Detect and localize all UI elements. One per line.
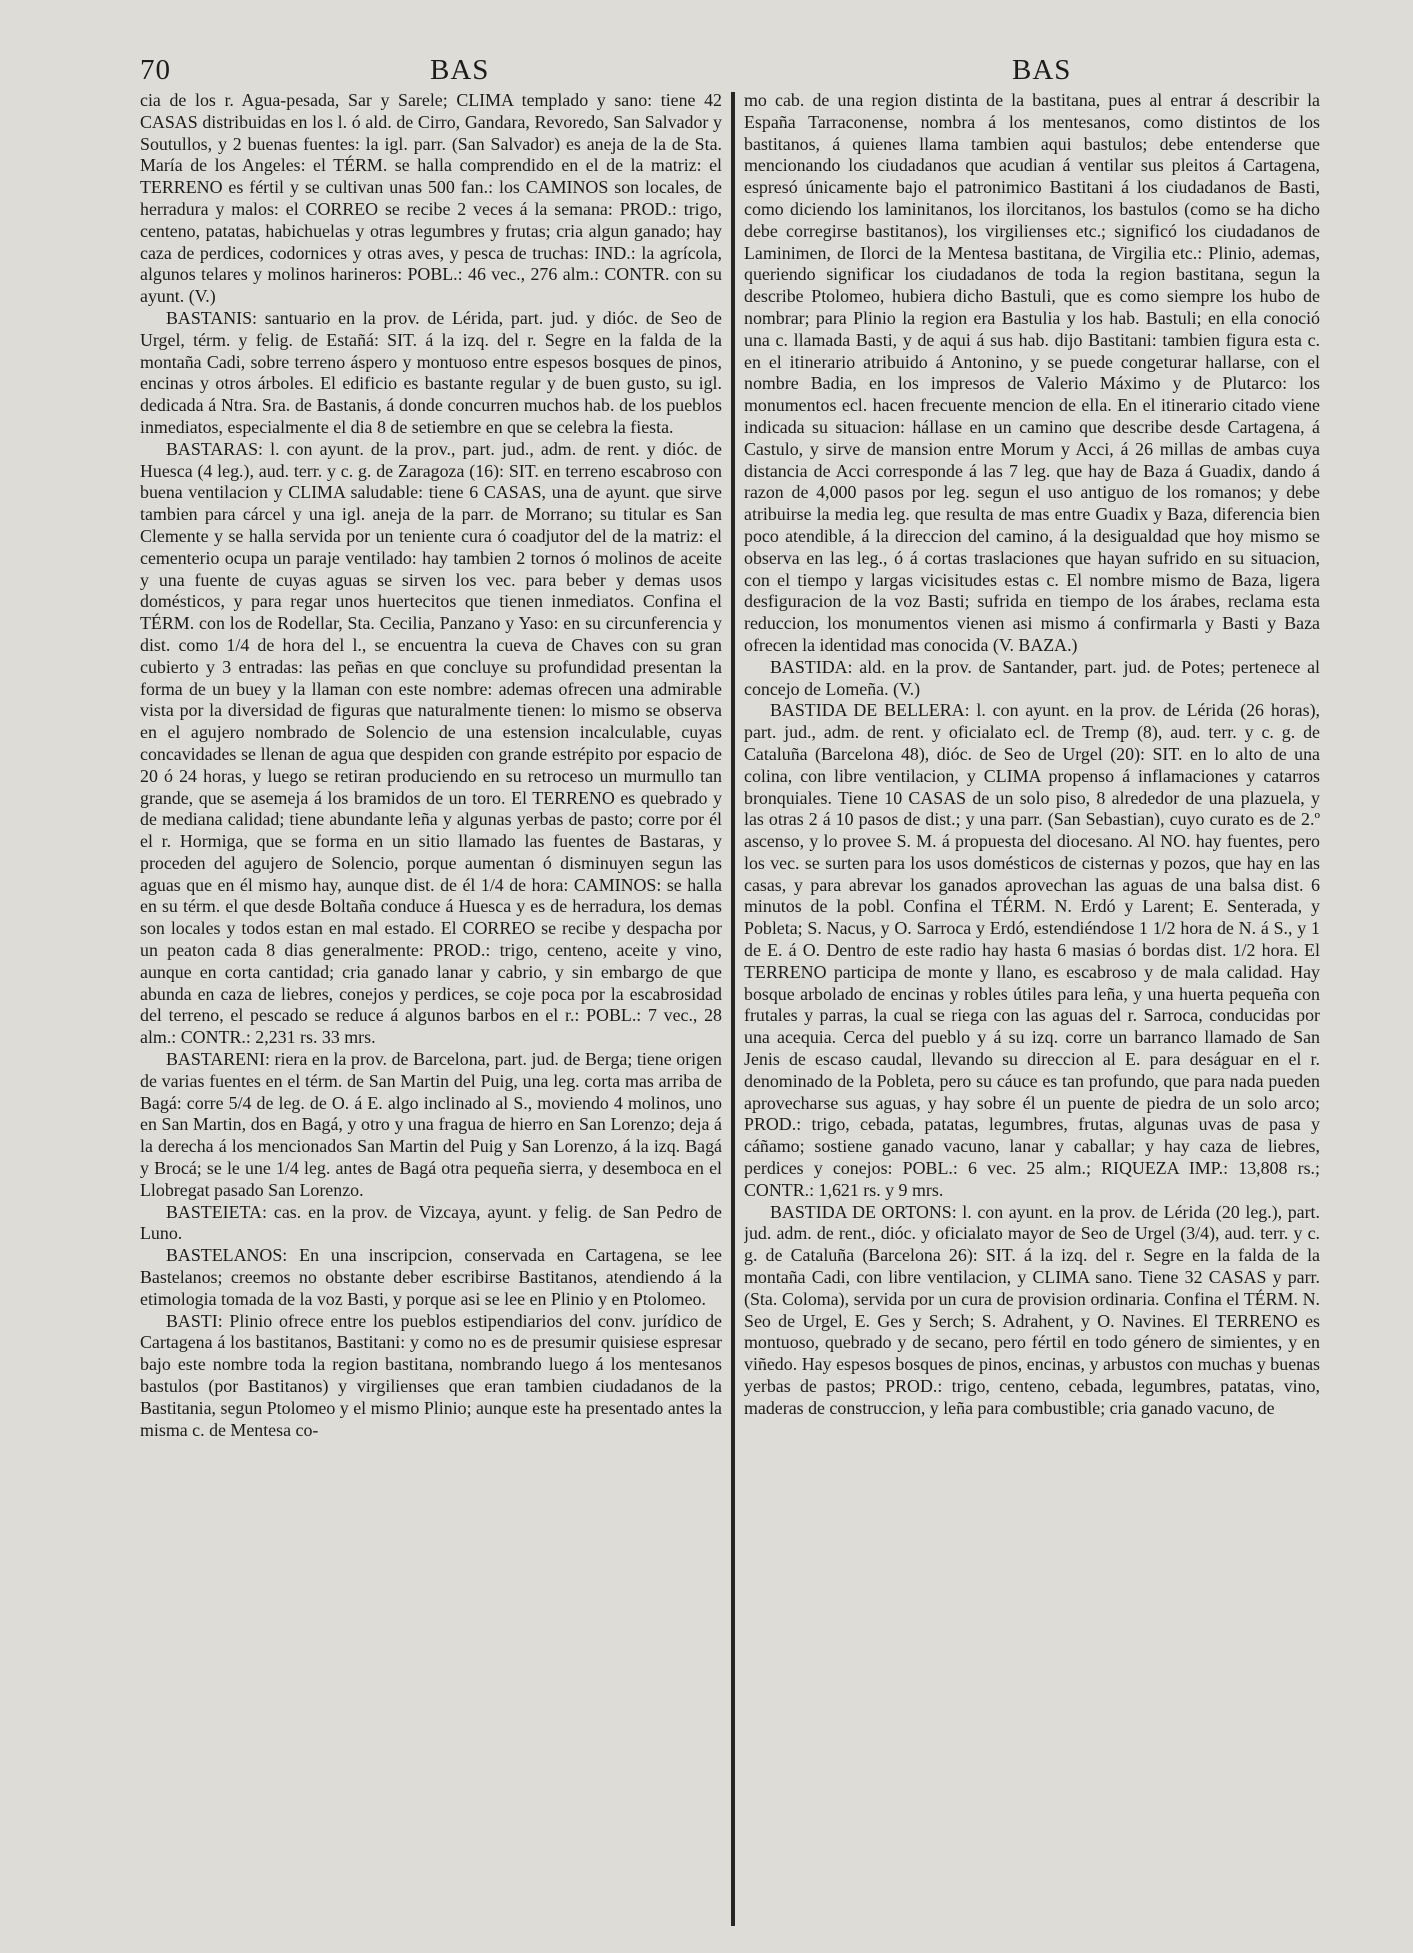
running-head [140,54,1305,90]
entry-bastelanos: BASTELANOS: En una inscripcion, conservada en Cartagena, se lee Bastelanos; creemos no obstante deber escribirse Bastitanos, atendiendo á la etimologia tomada de la voz Basti, y porque asi se lee en Plinio y en Ptolomeo. [140,1245,722,1309]
left-running-head: BAS [430,54,490,86]
entry-bastaras: BASTARAS: l. con ayunt. de la prov., part. jud., adm. de rent. y dióc. de Huesca (4 leg.), aud. terr. y c. g. de Zaragoza (16): SIT. en terreno escabroso con buena ventilacion y CLIMA saludable: tiene 6 CASAS, una de ayunt. que sirve tambien para cárcel y una igl. aneja de la parr. de Morrano; su titular es San Clemente y se halla servida por un teniente cura ó coadjutor del de la matriz: el cementerio ocupa un paraje ventilado: hay tambien 2 tornos ó molinos de aceite y una fuente de cuyas aguas se sirven los vec. para beber y demas usos domésticos, y para regar unos huertecitos que tienen inmediatos. Confina el TÉRM. con los de Rodellar, Sta. Cecilia, Panzano y Yaso: en su circunferencia y dist. como 1/4 de hora del l., se encuentra la cueva de Chaves con su gran cubierto y 3 entradas: las peñas en que concluye su profundidad presentan la forma de un buey y la llaman con este nombre: ademas ofrecen una admirable vista por la diversidad de figuras que naturalmente tienen: lo mismo se observa en el agujero nombrado de Solencio de una estension incalculable, cuyas concavidades se llenan de agua que despiden con grande estrépito por espacio de 20 ó 24 horas, y luego se retiran produciendo en su retroceso un murmullo tan grande, que se asemeja á los bramidos de un toro. El TERRENO es quebrado y de mediana calidad; tiene abundante leña y algunas yerbas de pasto; corre por él el r. Hormiga, que se forma en un sitio llamado las fuentes de Bastaras, y proceden del agujero de Solencio, porque aumentan ó disminuyen segun las aguas que en él mismo hay, aunque dist. de él 1/4 de hora: CAMINOS: se halla en su térm. el que desde Boltaña conduce á Huesca y es de herradura, los demas son locales y todos estan en mal estado. El CORREO se recibe y despacha por un peaton cada 8 dias generalmente: PROD.: trigo, centeno, aceite y vino, aunque en corta cantidad; cria ganado lanar y cabrio, y sin embargo de que abunda en caza de liebres, conejos y perdices, se coje poca por la escabrosidad del terreno, el pescado se reduce á algunos barbos en el r.: POBL.: 7 vec., 28 alm.: CONTR.: 2,231 rs. 33 mrs. [140,438,722,1048]
right-running-head: BAS [1012,54,1072,86]
entry-bastanis: BASTANIS: santuario en la prov. de Lérida, part. jud. y dióc. de Seo de Urgel, térm. y felig. de Estañá: SIT. á la izq. del r. Segre en la falda de la montaña Cadi, sobre terreno áspero y montuoso entre espesos bosques de pinos, encinas y otros árboles. El edificio es bastante regular y de buen gusto, su igl. dedicada á Ntra. Sra. de Bastanis, á donde concurren muchos hab. de los pueblos inmediatos, especialmente el dia 8 de setiembre en que se celebra la fiesta. [140,307,722,437]
entry-paragraph: cia de los r. Agua-pesada, Sar y Sarele; CLIMA templado y sano: tiene 42 CASAS distribuidas en los l. ó ald. de Cirro, Gandara, Revoredo, San Salvador y Soutullos, y 2 buenas fuentes: la igl. parr. (San Salvador) es aneja de la de Sta. María de los Angeles: el TÉRM. se halla comprendido en el de la matriz: el TERRENO es fértil y se cultivan unas 500 fan.: los CAMINOS son locales, de herradura y malos: el CORREO se recibe 2 veces á la semana: PROD.: trigo, centeno, patatas, habichuelas y otras legumbres y frutas; cria algun ganado; hay caza de perdices, codornices y otras aves, y pesca de truchas: IND.: la agrícola, algunos telares y molinos harineros: POBL.: 46 vec., 276 alm.: CONTR. con su ayunt. (V.) [140,90,722,307]
entry-bastida: BASTIDA: ald. en la prov. de Santander, part. jud. de Potes; pertenece al concejo de Lomeña. (V.) [744,656,1320,699]
entry-paragraph: mo cab. de una region distinta de la bastitana, pues al entrar á describir la España Tarraconense, nombra á los mentesanos, como distintos de los bastitanos, á quienes llama tambien aqui bastulos; debe entenderse que mencionando los ciudadanos que acudian á ventilar sus pleitos á Cartagena, espresó únicamente bajo el patronimico Bastitani á los ciudadanos de Basti, como diciendo los laminitanos, los ilorcitanos, los bastulos (como se ha dicho debe corregirse bastitanos), los virgilienses etc.; significó los ciudadanos de Laminimen, de Ilorci de la Mentesa bastitana, de Virgilia etc.: Plinio, ademas, queriendo significar los ciudadanos de toda la region bastitana, segun la describe Ptolomeo, hubiera dicho Bastuli, que es como siempre los hubo de nombrar; para Plinio la region era Bastulia y los hab. Bastuli; en ella conoció una c. llamada Basti, y de aqui á sus hab. dijo Bastitani: tambien figura esta c. en el itinerario atribuido á Antonino, y se puede congeturar hallarse, con el nombre Badia, en los impresos de Valerio Máximo y de Plutarco: los monumentos ecl. hacen frecuente mencion de ella. En el itinerario citado viene indicada su situacion: hállase en un camino que describe desde Cartagena, á Castulo, y sirve de mansion entre Morum y Acci, á 26 millas de ambas cuya distancia de Acci corresponde á las 7 leg. que hay de Baza á Guadix, dando á razon de 4,000 pasos por leg. segun el uso antiguo de los romanos; y debe atribuirse la media leg. que resulta de mas entre Guadix y Baza, diferencia bien poco atendible, á la direccion del camino, á la desigualdad que hoy mismo se observa en las leg., ó á cortas traslaciones que hayan sufrido en su situacion, con el tiempo y largas vicisitudes estas c. El nombre mismo de Baza, ligera desfiguracion de la voz Basti; sufrida en tiempo de los árabes, reclama esta reduccion, los monumentos vienen asi mismo á confirmarla y Basti y Baza ofrecen la identidad mas conocida (V. BAZA.) [744,90,1320,655]
entry-basteieta: BASTEIETA: cas. en la prov. de Vizcaya, ayunt. y felig. de San Pedro de Luno. [140,1201,722,1244]
right-column [744,90,1320,1930]
column-divider [731,92,735,1926]
left-column [140,90,722,1930]
entry-bastareni: BASTARENI: riera en la prov. de Barcelona, part. jud. de Berga; tiene origen de varias fuentes en el térm. de San Martin del Puig, una leg. corta mas arriba de Bagá: corre 5/4 de leg. de O. á E. algo inclinado al S., moviendo 4 molinos, uno en San Martin, dos en Bagá, y otro y una fragua de hierro en San Lorenzo; deja á la derecha á los mencionados San Martin del Puig y San Lorenzo, á la izq. Bagá y Brocá; se le une 1/4 leg. antes de Bagá otra pequeña sierra, y desemboca en el Llobregat pasado San Lorenzo. [140,1049,722,1200]
entry-bastida-de-bellera: BASTIDA DE BELLERA: l. con ayunt. en la prov. de Lérida (26 horas), part. jud., adm. de rent. y oficialato ecl. de Tremp (8), aud. terr. y c. g. de Cataluña (Barcelona 48), dióc. de Seo de Urgel (20): SIT. en lo alto de una colina, con libre ventilacion, y CLIMA propenso á inflamaciones y catarros bronquiales. Tiene 10 CASAS de un solo piso, 8 alrededor de una plazuela, y las otras 2 á 10 pasos de dist.; y una parr. (San Sebastian), cuyo curato es de 2.º ascenso, y lo provee S. M. á propuesta del diocesano. Al NO. hay fuentes, pero los vec. se surten para los usos domésticos de cisternas y pozos, que hay en las casas, y para abrevar los ganados aprovechan las aguas de una balsa dist. 6 minutos de la pobl. Confina el TÉRM. N. Erdó y Larent; E. Senterada, y Pobleta; S. Nacus, y O. Sarroca y Erdó, estendiéndose 1 1/2 hora de N. á S., y 1 de E. á O. Dentro de este radio hay hasta 6 masias ó bordas dist. 1/2 hora. El TERRENO participa de monte y llano, es escabroso y de mala calidad. Hay bosque arbolado de encinas y robles útiles para leña, y una huerta pequeña con frutales y parras, la cual se riega con las aguas del r. Sarroca, conducidas por una acequia. Cerca del pueblo y á su izq. corre un barranco llamado de San Jenis de escaso caudal, llevando su direccion al E. para deságuar en el r. denominado de la Pobleta, pero su cáuce es tan profundo, que para nada pueden aprovecharse sus aguas, y hay sobre él un puente de piedra de un solo arco; PROD.: trigo, cebada, patatas, legumbres, frutas, algunas uvas de pasa y cáñamo; sostiene ganado vacuno, lanar y caballar; y hay caza de liebres, perdices y conejos: POBL.: 6 vec. 25 alm.; RIQUEZA IMP.: 13,808 rs.; CONTR.: 1,621 rs. y 9 mrs. [744,700,1320,1200]
entry-basti: BASTI: Plinio ofrece entre los pueblos estipendiarios del conv. jurídico de Cartagena á los bastitanos, Bastitani: y como no es de presumir quisiese espresar bajo este nombre toda la region bastitana, nombrando luego á los mentesanos bastulos (por Bastitanos) y virgilienses que eran tambien ciudadanos de la Bastitania, segun Ptolomeo y el mismo Plinio; aunque este ha presentado antes la misma c. de Mentesa co- [140,1310,722,1440]
entry-bastida-de-ortons: BASTIDA DE ORTONS: l. con ayunt. en la prov. de Lérida (20 leg.), part. jud. adm. de rent., dióc. y oficialato mayor de Seo de Urgel (3/4), aud. terr. y c. g. de Cataluña (Barcelona 26): SIT. á la izq. del r. Segre en la falda de la montaña Cadi, con libre ventilacion, y CLIMA sano. Tiene 32 CASAS y parr. (Sta. Coloma), servida por un cura de provision ordinaria. Confina el TÉRM. N. Seo de Urgel, E. Ges y Serch; S. Adrahent, y O. Navines. El TERRENO es montuoso, quebrado y de secano, pero fértil en todo género de simientes, y en viñedo. Hay espesos bosques de pinos, encinas, y arbustos con muchas y buenas yerbas de pastos; PROD.: trigo, centeno, cebada, legumbres, patatas, vino, maderas de construccion, y leña para combustible; cria ganado vacuno, de [744,1201,1320,1418]
page-number: 70 [140,54,171,86]
